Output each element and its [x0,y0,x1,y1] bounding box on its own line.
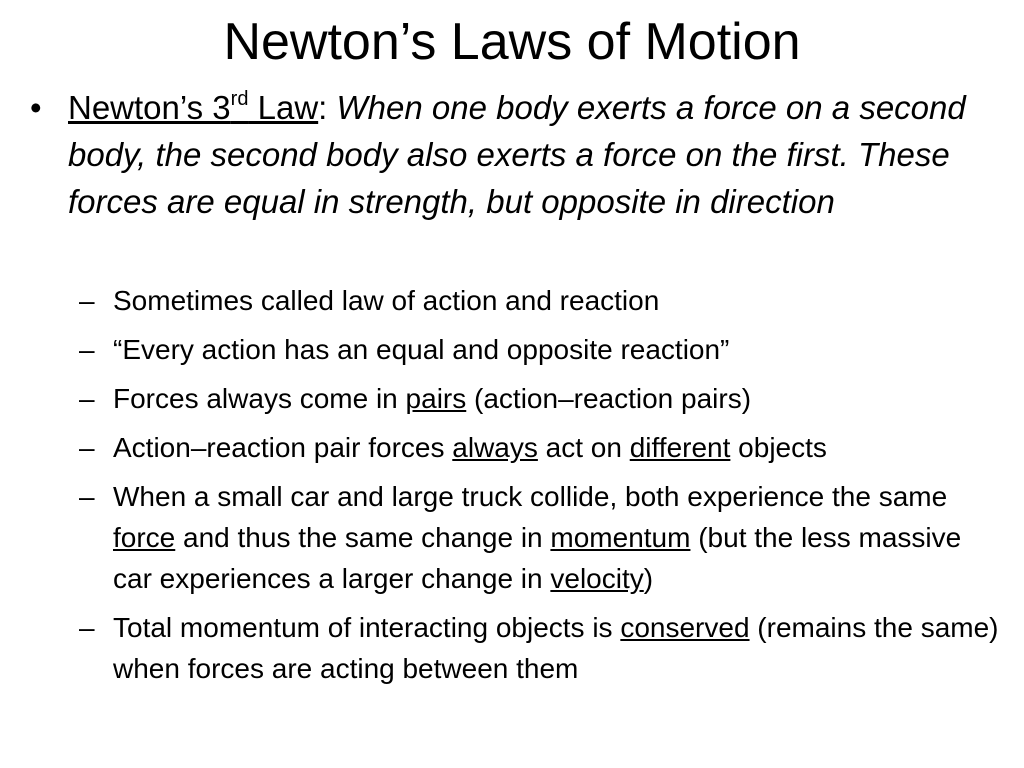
sub-bullet-text: (action–reaction pairs) [466,383,752,414]
dash-marker: – [79,481,95,512]
sub-bullet-text: ) [643,563,654,594]
sub-bullet [79,607,1003,689]
slide-title: Newton’s Laws of Motion [223,13,801,71]
sub-bullet-text: objects [730,432,827,463]
sub-bullet-text: When a small car and large truck collide, both experience the same [113,481,948,512]
dash-marker: – [79,612,95,643]
law-statement: When one body exerts a force on a second body, the second body also exerts a force on the first. These forces are equal in strength, but opposite in direction [68,89,966,220]
sub-bullet [79,378,1003,419]
sub-bullet-text: Action–reaction pair forces [113,432,453,463]
dash-marker: – [79,383,95,414]
sub-bullet-text: (remains the same) when forces are acting between them [113,612,999,684]
sub-bullet [79,427,1003,468]
sub-bullet-text: Sometimes called law of action and reaction [113,285,660,316]
dash-marker: – [79,334,95,365]
emphasis-momentum: momentum [550,522,691,553]
sub-bullet-text: and thus the same change in [175,522,551,553]
law-label-suffix: Law [248,89,319,126]
sub-bullet-text: act on [537,432,630,463]
main-bullet [30,84,998,225]
sub-bullet [79,476,1003,599]
law-label-prefix: Newton’s 3 [68,89,231,126]
emphasis-conserved: conserved [620,612,750,643]
sub-bullet-text: (but the less massive car experiences a larger change in [113,522,962,594]
dash-marker: – [79,432,95,463]
emphasis-always: always [452,432,538,463]
law-label-sup: rd [230,88,249,110]
sub-bullet-list [79,280,1003,697]
bullet-marker: • [30,89,42,126]
sub-bullet-text: Total momentum of interacting objects is [113,612,621,643]
emphasis-pairs: pairs [405,383,467,414]
emphasis-different: different [629,432,731,463]
sub-bullet [79,280,1003,321]
emphasis-velocity: velocity [550,563,644,594]
law-colon: : [318,89,337,126]
emphasis-force: force [113,522,176,553]
law-label [68,89,318,126]
sub-bullet [79,329,1003,370]
dash-marker: – [79,285,95,316]
sub-bullet-text: “Every action has an equal and opposite reaction” [113,334,730,365]
sub-bullet-text: Forces always come in [113,383,406,414]
